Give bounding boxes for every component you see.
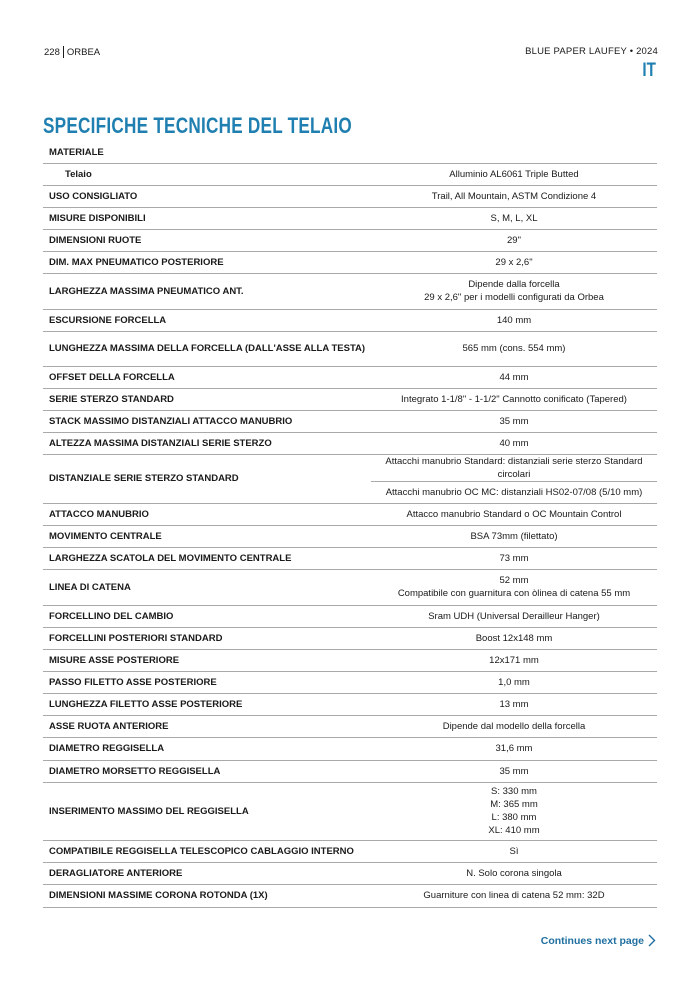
spec-row bbox=[43, 251, 657, 273]
spec-row bbox=[43, 432, 657, 454]
spec-value-line: 40 mm bbox=[499, 437, 529, 449]
spec-label: DERAGLIATORE ANTERIORE bbox=[43, 862, 371, 884]
spec-value-line: 29" bbox=[507, 234, 521, 246]
spec-value-line: 12x171 mm bbox=[489, 654, 539, 666]
spec-value-line: Integrato 1-1/8" - 1-1/2" Cannotto conificato (Tapered) bbox=[401, 393, 627, 405]
spec-value-line: Dipende dalla forcella bbox=[468, 279, 560, 290]
spec-value bbox=[371, 251, 657, 273]
spec-value bbox=[371, 432, 657, 454]
spec-label: Telaio bbox=[43, 163, 371, 185]
spec-value bbox=[371, 547, 657, 569]
spec-value-line: 1,0 mm bbox=[498, 676, 530, 688]
spec-label: LUNGHEZZA MASSIMA DELLA FORCELLA (DALL'ASSE ALLA TESTA) bbox=[43, 331, 371, 366]
spec-label: MATERIALE bbox=[43, 143, 371, 163]
spec-row bbox=[43, 331, 657, 366]
spec-label: ASSE RUOTA ANTERIORE bbox=[43, 715, 371, 737]
spec-value bbox=[371, 388, 657, 410]
spec-value bbox=[371, 737, 657, 760]
spec-row bbox=[43, 627, 657, 649]
spec-value-line: Guarniture con linea di catena 52 mm: 32D bbox=[423, 890, 605, 901]
spec-value-line: Compatibile con guarnitura con òlinea di catena 55 mm bbox=[397, 588, 631, 599]
language-code: IT bbox=[642, 60, 656, 81]
spec-value-line: XL: 410 mm bbox=[488, 825, 540, 836]
continues-label: Continues next page bbox=[540, 934, 644, 947]
spec-row bbox=[43, 454, 657, 481]
spec-label: FORCELLINI POSTERIORI STANDARD bbox=[43, 627, 371, 649]
spec-label: OFFSET DELLA FORCELLA bbox=[43, 366, 371, 388]
spec-value bbox=[371, 309, 657, 331]
spec-value bbox=[371, 649, 657, 671]
spec-value bbox=[371, 207, 657, 229]
spec-label: DIAMETRO MORSETTO REGGISELLA bbox=[43, 760, 371, 782]
spec-value-line: 44 mm bbox=[499, 371, 529, 383]
spec-value-line: Boost 12x148 mm bbox=[475, 632, 553, 644]
spec-value bbox=[371, 862, 657, 884]
spec-value bbox=[371, 715, 657, 737]
spec-row bbox=[43, 715, 657, 737]
spec-label: ALTEZZA MASSIMA DISTANZIALI SERIE STERZO bbox=[43, 432, 371, 454]
document-title: BLUE PAPER LAUFEY • 2024 bbox=[525, 46, 658, 57]
page-number: 228 bbox=[44, 46, 60, 58]
spec-table bbox=[43, 143, 657, 908]
spec-value bbox=[371, 840, 657, 862]
spec-row bbox=[43, 605, 657, 627]
spec-label: COMPATIBILE REGGISELLA TELESCOPICO CABLAGGIO INTERNO bbox=[43, 840, 371, 862]
spec-value bbox=[371, 569, 657, 605]
spec-value-line: L: 380 mm bbox=[491, 812, 537, 823]
spec-value bbox=[371, 782, 657, 840]
spec-row bbox=[43, 273, 657, 309]
spec-value-line: 140 mm bbox=[496, 314, 532, 326]
spec-value-line: 29 x 2,6" per i modelli configurati da Orbea bbox=[424, 292, 604, 303]
spec-row bbox=[43, 410, 657, 432]
spec-value bbox=[371, 185, 657, 207]
spec-value-line: 73 mm bbox=[499, 552, 529, 564]
spec-row bbox=[43, 163, 657, 185]
spec-value bbox=[371, 143, 657, 163]
spec-value-line: 29 x 2,6" bbox=[495, 256, 533, 268]
spec-row bbox=[43, 185, 657, 207]
spec-value-line: Trail, All Mountain, ASTM Condizione 4 bbox=[431, 190, 597, 202]
spec-value-line: Alluminio AL6061 Triple Butted bbox=[449, 168, 579, 180]
spec-label: MISURE DISPONIBILI bbox=[43, 207, 371, 229]
spec-row bbox=[43, 547, 657, 569]
spec-label: PASSO FILETTO ASSE POSTERIORE bbox=[43, 671, 371, 693]
spec-row bbox=[43, 737, 657, 760]
spec-label: USO CONSIGLIATO bbox=[43, 185, 371, 207]
spec-value bbox=[371, 884, 657, 907]
continues-next-page-link[interactable] bbox=[541, 934, 656, 947]
header-divider bbox=[63, 46, 64, 58]
spec-value bbox=[371, 331, 657, 366]
spec-row bbox=[43, 229, 657, 251]
spec-label: LARGHEZZA SCATOLA DEL MOVIMENTO CENTRALE bbox=[43, 547, 371, 569]
spec-value bbox=[371, 273, 657, 309]
spec-value-line: Sì bbox=[509, 845, 519, 857]
spec-value bbox=[371, 627, 657, 649]
spec-value bbox=[371, 693, 657, 715]
spec-label: INSERIMENTO MASSIMO DEL REGGISELLA bbox=[43, 782, 371, 840]
spec-value-line: 52 mm bbox=[499, 575, 529, 586]
spec-label: DISTANZIALE SERIE STERZO STANDARD bbox=[43, 454, 371, 503]
spec-row bbox=[43, 569, 657, 605]
spec-label: FORCELLINO DEL CAMBIO bbox=[43, 605, 371, 627]
spec-value-line: Sram UDH (Universal Derailleur Hanger) bbox=[428, 610, 600, 622]
spec-label: LUNGHEZZA FILETTO ASSE POSTERIORE bbox=[43, 693, 371, 715]
spec-value bbox=[371, 503, 657, 525]
spec-row bbox=[43, 671, 657, 693]
spec-value-line: 31,6 mm bbox=[495, 743, 533, 754]
brand-name: ORBEA bbox=[66, 46, 101, 58]
spec-row bbox=[43, 503, 657, 525]
spec-value-line: S, M, L, XL bbox=[490, 212, 538, 224]
spec-label: LINEA DI CATENA bbox=[43, 569, 371, 605]
spec-value-line: N. Solo corona singola bbox=[466, 867, 562, 879]
spec-value-line: S: 330 mm bbox=[491, 786, 537, 797]
section-title: SPECIFICHE TECNICHE DEL TELAIO bbox=[43, 113, 352, 138]
spec-row bbox=[43, 649, 657, 671]
spec-row bbox=[43, 782, 657, 840]
spec-value-line: Dipende dal modello della forcella bbox=[442, 720, 586, 732]
spec-value-line: Attacco manubrio Standard o OC Mountain Control bbox=[406, 508, 622, 520]
spec-value bbox=[371, 366, 657, 388]
spec-label: DIMENSIONI MASSIME CORONA ROTONDA (1X) bbox=[43, 884, 371, 907]
spec-value bbox=[371, 229, 657, 251]
spec-row bbox=[43, 143, 657, 163]
spec-value-line: 35 mm bbox=[499, 765, 529, 777]
spec-label: SERIE STERZO STANDARD bbox=[43, 388, 371, 410]
spec-value-line: M: 365 mm bbox=[490, 799, 538, 810]
spec-label: STACK MASSIMO DISTANZIALI ATTACCO MANUBRIO bbox=[43, 410, 371, 432]
spec-value bbox=[371, 525, 657, 547]
spec-value bbox=[371, 760, 657, 782]
spec-label: MOVIMENTO CENTRALE bbox=[43, 525, 371, 547]
spec-value bbox=[371, 671, 657, 693]
spec-row bbox=[43, 884, 657, 907]
spec-label: ESCURSIONE FORCELLA bbox=[43, 309, 371, 331]
spec-label: LARGHEZZA MASSIMA PNEUMATICO ANT. bbox=[43, 273, 371, 309]
spec-row bbox=[43, 693, 657, 715]
spec-value-line: 565 mm (cons. 554 mm) bbox=[462, 343, 566, 354]
spec-row bbox=[43, 366, 657, 388]
spec-label: MISURE ASSE POSTERIORE bbox=[43, 649, 371, 671]
spec-row bbox=[43, 840, 657, 862]
spec-row bbox=[43, 388, 657, 410]
spec-value-line: 35 mm bbox=[499, 415, 529, 427]
spec-value bbox=[371, 410, 657, 432]
spec-value bbox=[371, 605, 657, 627]
page-header-left bbox=[44, 46, 100, 58]
spec-label: DIMENSIONI RUOTE bbox=[43, 229, 371, 251]
spec-row bbox=[43, 309, 657, 331]
spec-value-line: BSA 73mm (filettato) bbox=[470, 530, 558, 542]
chevron-right-icon bbox=[648, 934, 656, 947]
spec-row bbox=[43, 760, 657, 782]
spec-value: Attacchi manubrio OC MC: distanziali HS02-07/08 (5/10 mm) bbox=[371, 481, 657, 503]
spec-row bbox=[43, 862, 657, 884]
spec-value: Attacchi manubrio Standard: distanziali serie sterzo Standard circolari bbox=[371, 454, 657, 481]
spec-label: DIAMETRO REGGISELLA bbox=[43, 737, 371, 760]
spec-label: DIM. MAX PNEUMATICO POSTERIORE bbox=[43, 251, 371, 273]
spec-value bbox=[371, 163, 657, 185]
spec-row bbox=[43, 525, 657, 547]
spec-row bbox=[43, 207, 657, 229]
spec-value-line: 13 mm bbox=[499, 698, 529, 710]
spec-label: ATTACCO MANUBRIO bbox=[43, 503, 371, 525]
